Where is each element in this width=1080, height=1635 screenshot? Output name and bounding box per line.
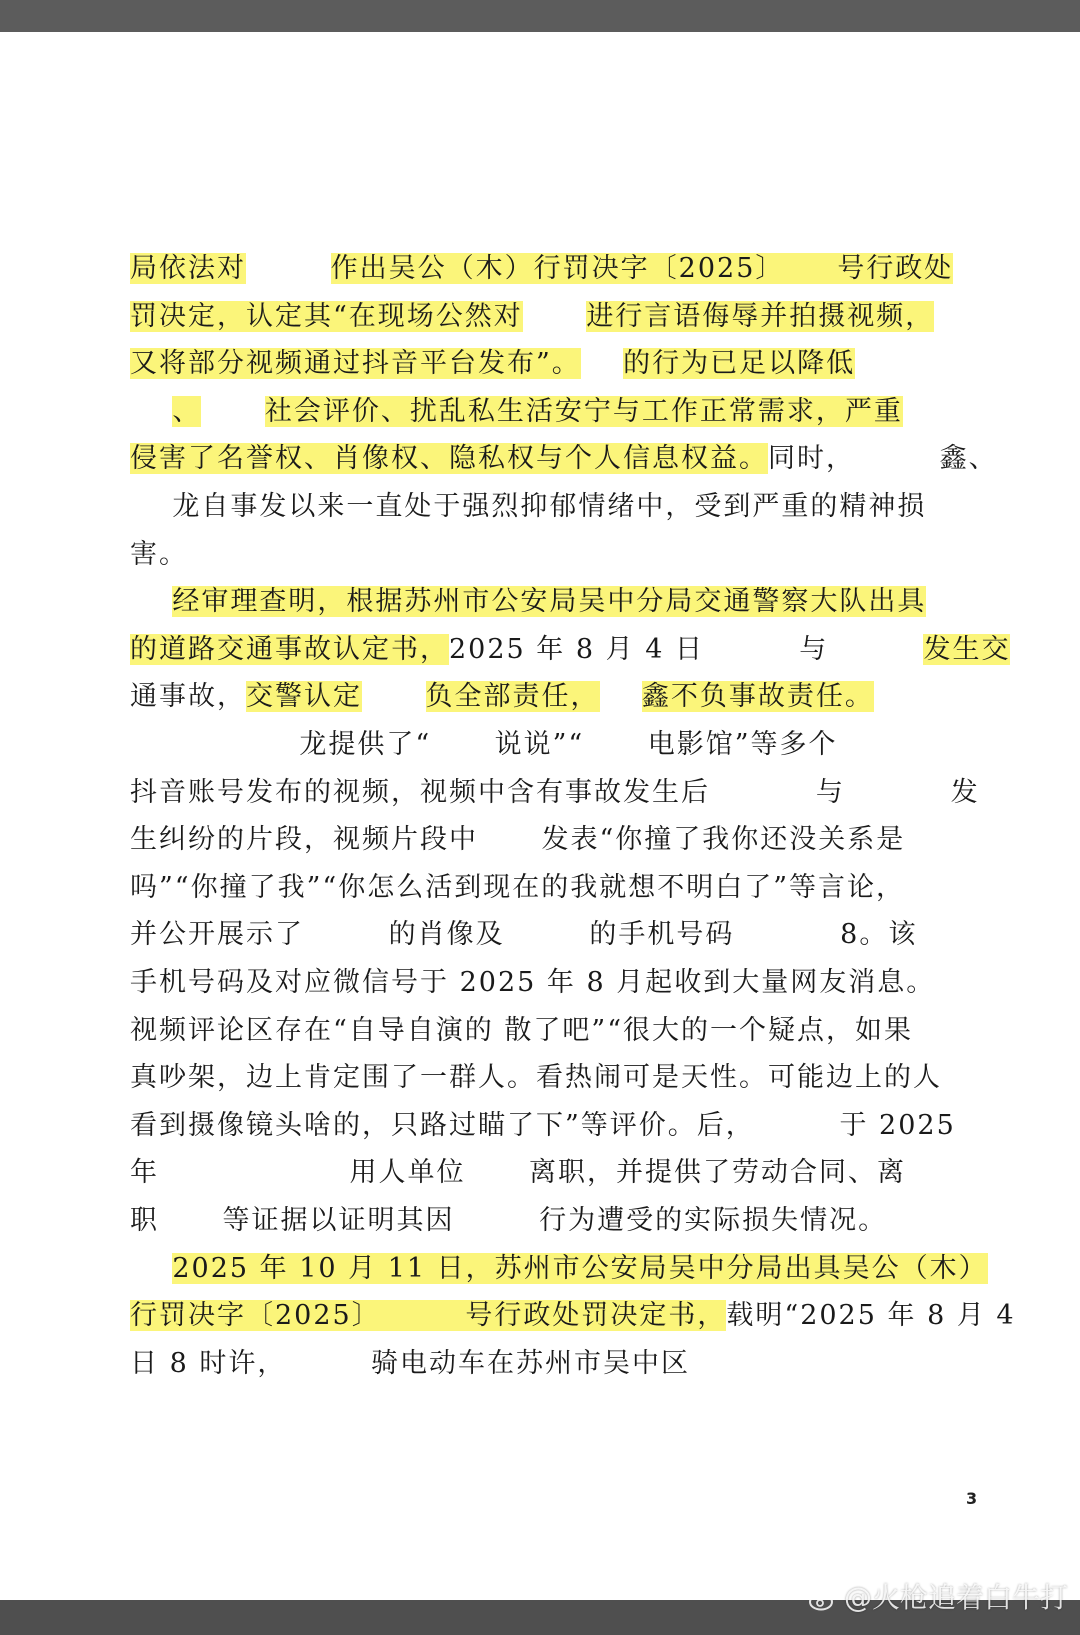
text-line [130, 388, 903, 436]
text-line [130, 1007, 913, 1055]
line-text: 手机号码及对应微信号于 2025 年 8 月起收到大量网友消息。 [130, 967, 936, 998]
highlighted-text: 进行言语侮辱并拍摄视频， [586, 300, 935, 332]
text-line [130, 816, 905, 864]
text-line [130, 1054, 942, 1102]
text-line [130, 911, 917, 959]
text-line [130, 721, 838, 769]
page-number: 3 [966, 1489, 978, 1508]
highlighted-text: 社会评价、扰乱私生活安宁与工作正常需求，严重 [264, 395, 903, 427]
line-text: 生纠纷的片段，视频片段中 发表“你撞了我你还没关系是 [130, 824, 906, 856]
line-text: 吗”“你撞了我”“你怎么活到现在的我就想不明白了”等言论， [130, 871, 906, 903]
line-text [130, 396, 172, 427]
highlighted-text: 行罚决字〔2025〕 [130, 1300, 381, 1332]
line-text: 鑫、 [855, 443, 998, 475]
line-text: 载明“2025 年 8 月 4 [726, 1300, 1016, 1332]
line-text: 同时， [768, 443, 855, 475]
highlighted-text: 2025 年 10 月 11 日，苏州市公安局吴中分局出具吴公（木） [172, 1252, 988, 1284]
line-text [828, 634, 923, 665]
line-text: 害。 [130, 538, 188, 570]
line-text [523, 301, 587, 332]
line-text: 日 8 时许， 骑电动车在苏州市吴中区 [130, 1347, 691, 1379]
text-line [130, 245, 953, 293]
text-line [130, 1149, 906, 1197]
highlighted-text: 罚决定，认定其“在现场公然对 [130, 300, 523, 332]
line-text: 抖音账号发布的视频，视频中含有事故发生后 与 发 [130, 776, 980, 808]
line-text [600, 681, 642, 712]
line-text [362, 681, 426, 712]
watermark-text: @火枪追着白牛打 [843, 1581, 1068, 1614]
highlighted-text: 作出吴公（木）行罚决字〔2025〕 [330, 253, 785, 284]
line-text: 与 [703, 633, 829, 665]
line-text: 看到摄像镜头啥的，只路过瞄了下”等评价。后， 于 2025 [130, 1109, 956, 1141]
highlighted-text: 又将部分视频通过抖音平台发布”。 [130, 348, 581, 380]
weibo-icon [808, 1587, 838, 1611]
line-text [581, 348, 623, 379]
text-line [130, 769, 980, 817]
text-line [130, 531, 188, 579]
line-text [130, 586, 172, 617]
text-line [130, 626, 1010, 674]
line-text: 真吵架，边上肯定围了一群人。看热闹可是天性。可能边上的人 [130, 1062, 942, 1094]
line-text: 年 用人单位 离职，并提供了劳动合同、离 [130, 1157, 906, 1189]
highlighted-text: 、 [172, 395, 202, 427]
text-line [130, 673, 874, 721]
line-text: 职 等证据以证明其因 行为遭受的实际损失情况。 [130, 1205, 888, 1236]
line-text: 2025 年 8 月 4 日 [449, 633, 704, 665]
highlighted-text: 发生交 [923, 633, 1011, 665]
text-line [130, 293, 934, 341]
highlighted-text: 负全部责任， [425, 681, 600, 713]
text-line [130, 1102, 956, 1150]
text-line [130, 1292, 1016, 1340]
line-text: 视频评论区存在“自导自演的 散了吧”“很大的一个疑点，如果 [130, 1014, 913, 1046]
highlighted-text: 侵害了名誉权、肖像权、隐私权与个人信息权益。 [130, 443, 768, 475]
highlighted-text: 鑫不负事故责任。 [641, 681, 874, 713]
line-text: 并公开展示了 的肖像及 的手机号码 8。该 [130, 919, 918, 951]
highlighted-text: 局依法对 [130, 253, 246, 284]
highlighted-text: 交警认定 [246, 681, 362, 713]
text-line [130, 483, 926, 531]
highlighted-text [784, 253, 837, 284]
line-text [201, 396, 265, 427]
line-text: 通事故， [130, 681, 246, 713]
line-text: 龙自事发以来一直处于强烈抑郁情绪中，受到严重的精神损 [130, 491, 927, 522]
text-line [130, 340, 855, 388]
line-text: 龙提供了“ 说说”“ 电影馆”等多个 [130, 729, 838, 760]
highlighted-text: 号行政处 [837, 253, 954, 284]
top-bar [0, 0, 1080, 32]
text-line [130, 435, 998, 483]
text-line [130, 1245, 988, 1293]
text-line [130, 959, 935, 1007]
watermark [808, 1576, 1068, 1616]
line-text [130, 1253, 172, 1284]
highlighted-text: 的道路交通事故认定书， [130, 633, 449, 665]
highlighted-text: 号行政处罚决定书， [465, 1300, 727, 1332]
document-page [0, 32, 1080, 1600]
text-line [130, 1197, 887, 1245]
highlighted-text: 的行为已足以降低 [623, 348, 856, 380]
text-line [130, 864, 905, 912]
highlighted-text: 经审理查明，根据苏州市公安局吴中分局交通警察大队出具 [172, 586, 927, 618]
line-text [246, 253, 331, 284]
text-line [130, 578, 926, 626]
highlighted-text [381, 1300, 466, 1331]
text-line [130, 1340, 690, 1388]
